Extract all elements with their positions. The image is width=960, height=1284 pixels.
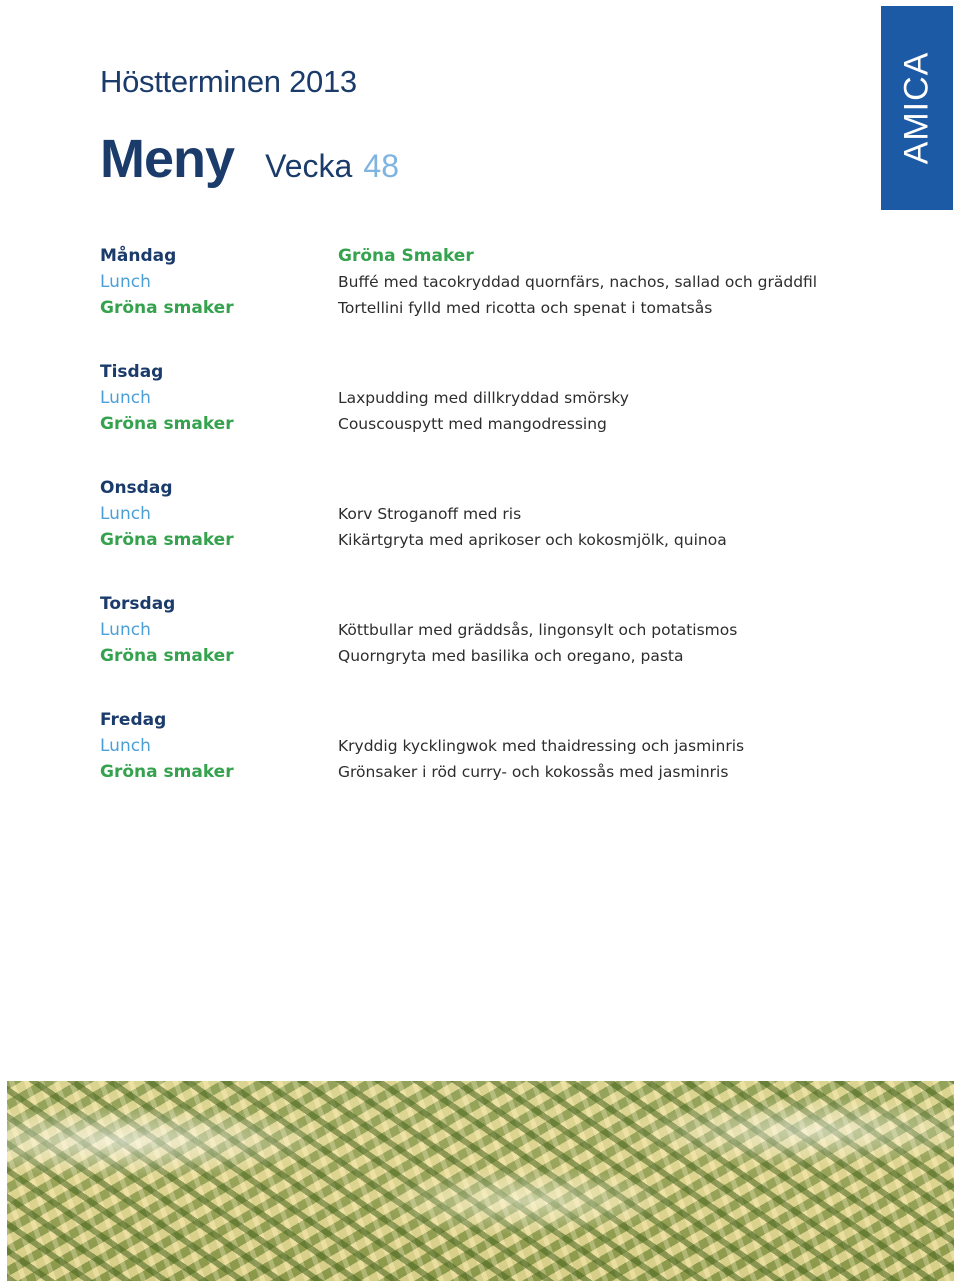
green-flavors-label: Gröna smaker <box>100 530 234 550</box>
food-photo-pasta <box>7 1081 954 1281</box>
green-dish: Quorngryta med basilika och oregano, pasta <box>338 647 684 665</box>
day-block-friday <box>100 709 920 789</box>
lunch-dish: Buffé med tacokryddad quornfärs, nachos, sallad och gräddfil <box>338 273 818 291</box>
day-block-monday <box>100 245 920 325</box>
green-flavors-label: Gröna smaker <box>100 298 234 318</box>
lunch-label: Lunch <box>100 272 151 292</box>
menu-heading <box>100 128 399 190</box>
green-dish: Kikärtgryta med aprikoser och kokosmjölk, quinoa <box>338 531 727 549</box>
lunch-dish: Laxpudding med dillkryddad smörsky <box>338 389 629 407</box>
green-flavors-label: Gröna smaker <box>100 646 234 666</box>
green-flavors-label: Gröna smaker <box>100 414 234 434</box>
day-block-thursday <box>100 593 920 673</box>
week-label: Vecka <box>265 148 353 184</box>
lunch-dish: Korv Stroganoff med ris <box>338 505 522 523</box>
season-title: Höstterminen 2013 <box>100 64 357 99</box>
lunch-label: Lunch <box>100 736 151 756</box>
green-dish: Grönsaker i röd curry- och kokossås med jasminris <box>338 763 729 781</box>
lunch-label: Lunch <box>100 504 151 524</box>
lunch-label: Lunch <box>100 388 151 408</box>
day-label: Torsdag <box>100 594 176 614</box>
green-dish: Couscouspytt med mangodressing <box>338 415 607 433</box>
day-label: Måndag <box>100 246 177 266</box>
brand-logo-tab <box>881 6 953 210</box>
lunch-dish: Kryddig kycklingwok med thaidressing och jasminris <box>338 737 745 755</box>
green-flavors-label: Gröna smaker <box>100 762 234 782</box>
day-block-wednesday <box>100 477 920 557</box>
day-label: Onsdag <box>100 478 173 498</box>
day-label: Tisdag <box>100 362 164 382</box>
lunch-label: Lunch <box>100 620 151 640</box>
lunch-dish: Köttbullar med gräddsås, lingonsylt och potatismos <box>338 621 738 639</box>
green-dish: Tortellini fylld med ricotta och spenat i tomatsås <box>338 299 713 317</box>
green-flavors-section-heading: Gröna Smaker <box>338 246 474 266</box>
brand-logo-text: AMICA <box>897 51 936 165</box>
week-number: 48 <box>363 148 399 184</box>
menu-title: Meny <box>100 129 235 189</box>
day-block-tuesday <box>100 361 920 441</box>
day-label: Fredag <box>100 710 167 730</box>
